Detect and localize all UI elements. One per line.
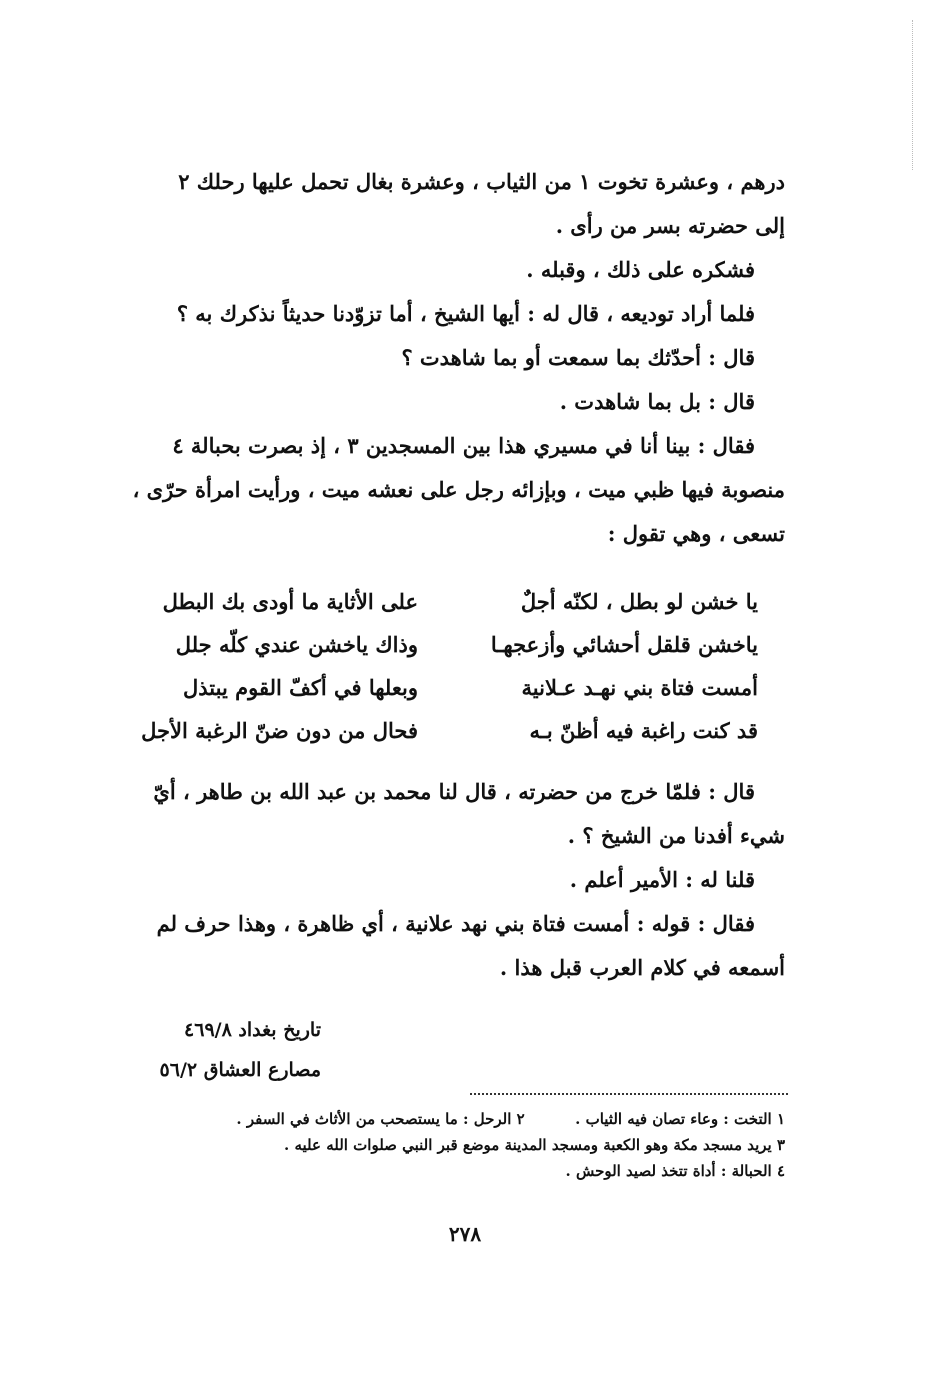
- verse-second-hemistich: فحال من دون ضنّ الرغبة الأجل: [141, 718, 418, 743]
- poem-verse: [118, 580, 758, 623]
- prose-bottom: [105, 770, 785, 990]
- prose-line: فقال : بينا أنا في مسيري هذا بين المسجدين ٣ ، إذ بصرت بحبالة ٤: [172, 433, 755, 458]
- margin-dots: [912, 20, 917, 170]
- prose-line: تسعى ، وهي تقول :: [607, 521, 785, 546]
- prose-line: شيء أفدنا من الشيخ ؟ .: [567, 823, 785, 848]
- verse-second-hemistich: وذاك ياخشن عندي كلّه جلل: [175, 632, 418, 657]
- footnote-2: ٢ الرحل : ما يستصحب من الأثاث في السفر .: [236, 1110, 525, 1128]
- prose-line: أسمعه في كلام العرب قبل هذا .: [499, 955, 785, 980]
- prose-line: إلى حضرته بسر من رأى .: [555, 213, 785, 238]
- prose-line: قال : بل بما شاهدت .: [559, 389, 755, 414]
- footnote-3: ٣ يريد مسجد مكة وهو الكعبة ومسجد المدينة موضع قبر النبي صلوات الله عليه .: [284, 1136, 785, 1154]
- verse-second-hemistich: وبعلها في أكفّ القوم يبتذل: [182, 675, 418, 700]
- prose-line: قال : فلمّا خرج من حضرته ، قال لنا محمد بن عبد الله بن طاهر ، أيّ: [153, 779, 755, 804]
- footnote-divider: [470, 1093, 788, 1095]
- poem: [118, 580, 758, 752]
- prose-line: قلنا له : الأمير أعلم .: [569, 867, 755, 892]
- verse-first-hemistich: أمست فتاة بني نهـد عـلانية: [521, 675, 758, 700]
- poem-verse: [118, 709, 758, 752]
- source-references: [101, 1010, 321, 1090]
- footnote-1: ١ التخت : وعاء تصان فيه الثياب .: [575, 1110, 785, 1128]
- prose-line: درهم ، وعشرة تخوت ١ من الثياب ، وعشرة بغال تحمل عليها رحلك ٢: [178, 169, 785, 194]
- prose-line: قال : أحدّثك بما سمعت أو بما شاهدت ؟: [401, 345, 755, 370]
- poem-verse: [118, 666, 758, 709]
- prose-line: فقال : قوله : أمست فتاة بني نهد علانية ، أي ظاهرة ، وهذا حرف لم: [156, 911, 755, 936]
- source-reference: تاريخ بغداد ٤٦٩/٨: [184, 1019, 321, 1041]
- footnote-4: ٤ الحبالة : أداة تتخذ لصيد الوحش .: [565, 1162, 785, 1180]
- verse-second-hemistich: على الأثاية ما أودى بك البطل: [162, 589, 418, 614]
- prose-line: فشكره على ذلك ، وقبله .: [526, 257, 755, 282]
- footnote-row: [105, 1106, 785, 1132]
- prose-top: [105, 160, 785, 556]
- prose-line: فلما أراد توديعه ، قال له : أيها الشيخ ، أما تزوّدنا حديثاً نذكرك به ؟: [176, 301, 755, 326]
- footnotes: [105, 1106, 785, 1184]
- prose-line: منصوبة فيها ظبي ميت ، وبإزائه رجل على نعشه ميت ، ورأيت امرأة حرّى ،: [132, 477, 785, 502]
- page-number: ٢٧٨: [448, 1222, 482, 1246]
- verse-first-hemistich: يا خشن لو بطل ، لكنّه أجلٌ: [520, 589, 758, 614]
- poem-verse: [118, 623, 758, 666]
- source-reference: مصارع العشاق ٥٦/٢: [159, 1059, 321, 1081]
- verse-first-hemistich: قد كنت راغبة فيه أظنّ بـه: [529, 718, 758, 743]
- verse-first-hemistich: ياخشن قلقل أحشائي وأزعجهـا: [490, 632, 758, 657]
